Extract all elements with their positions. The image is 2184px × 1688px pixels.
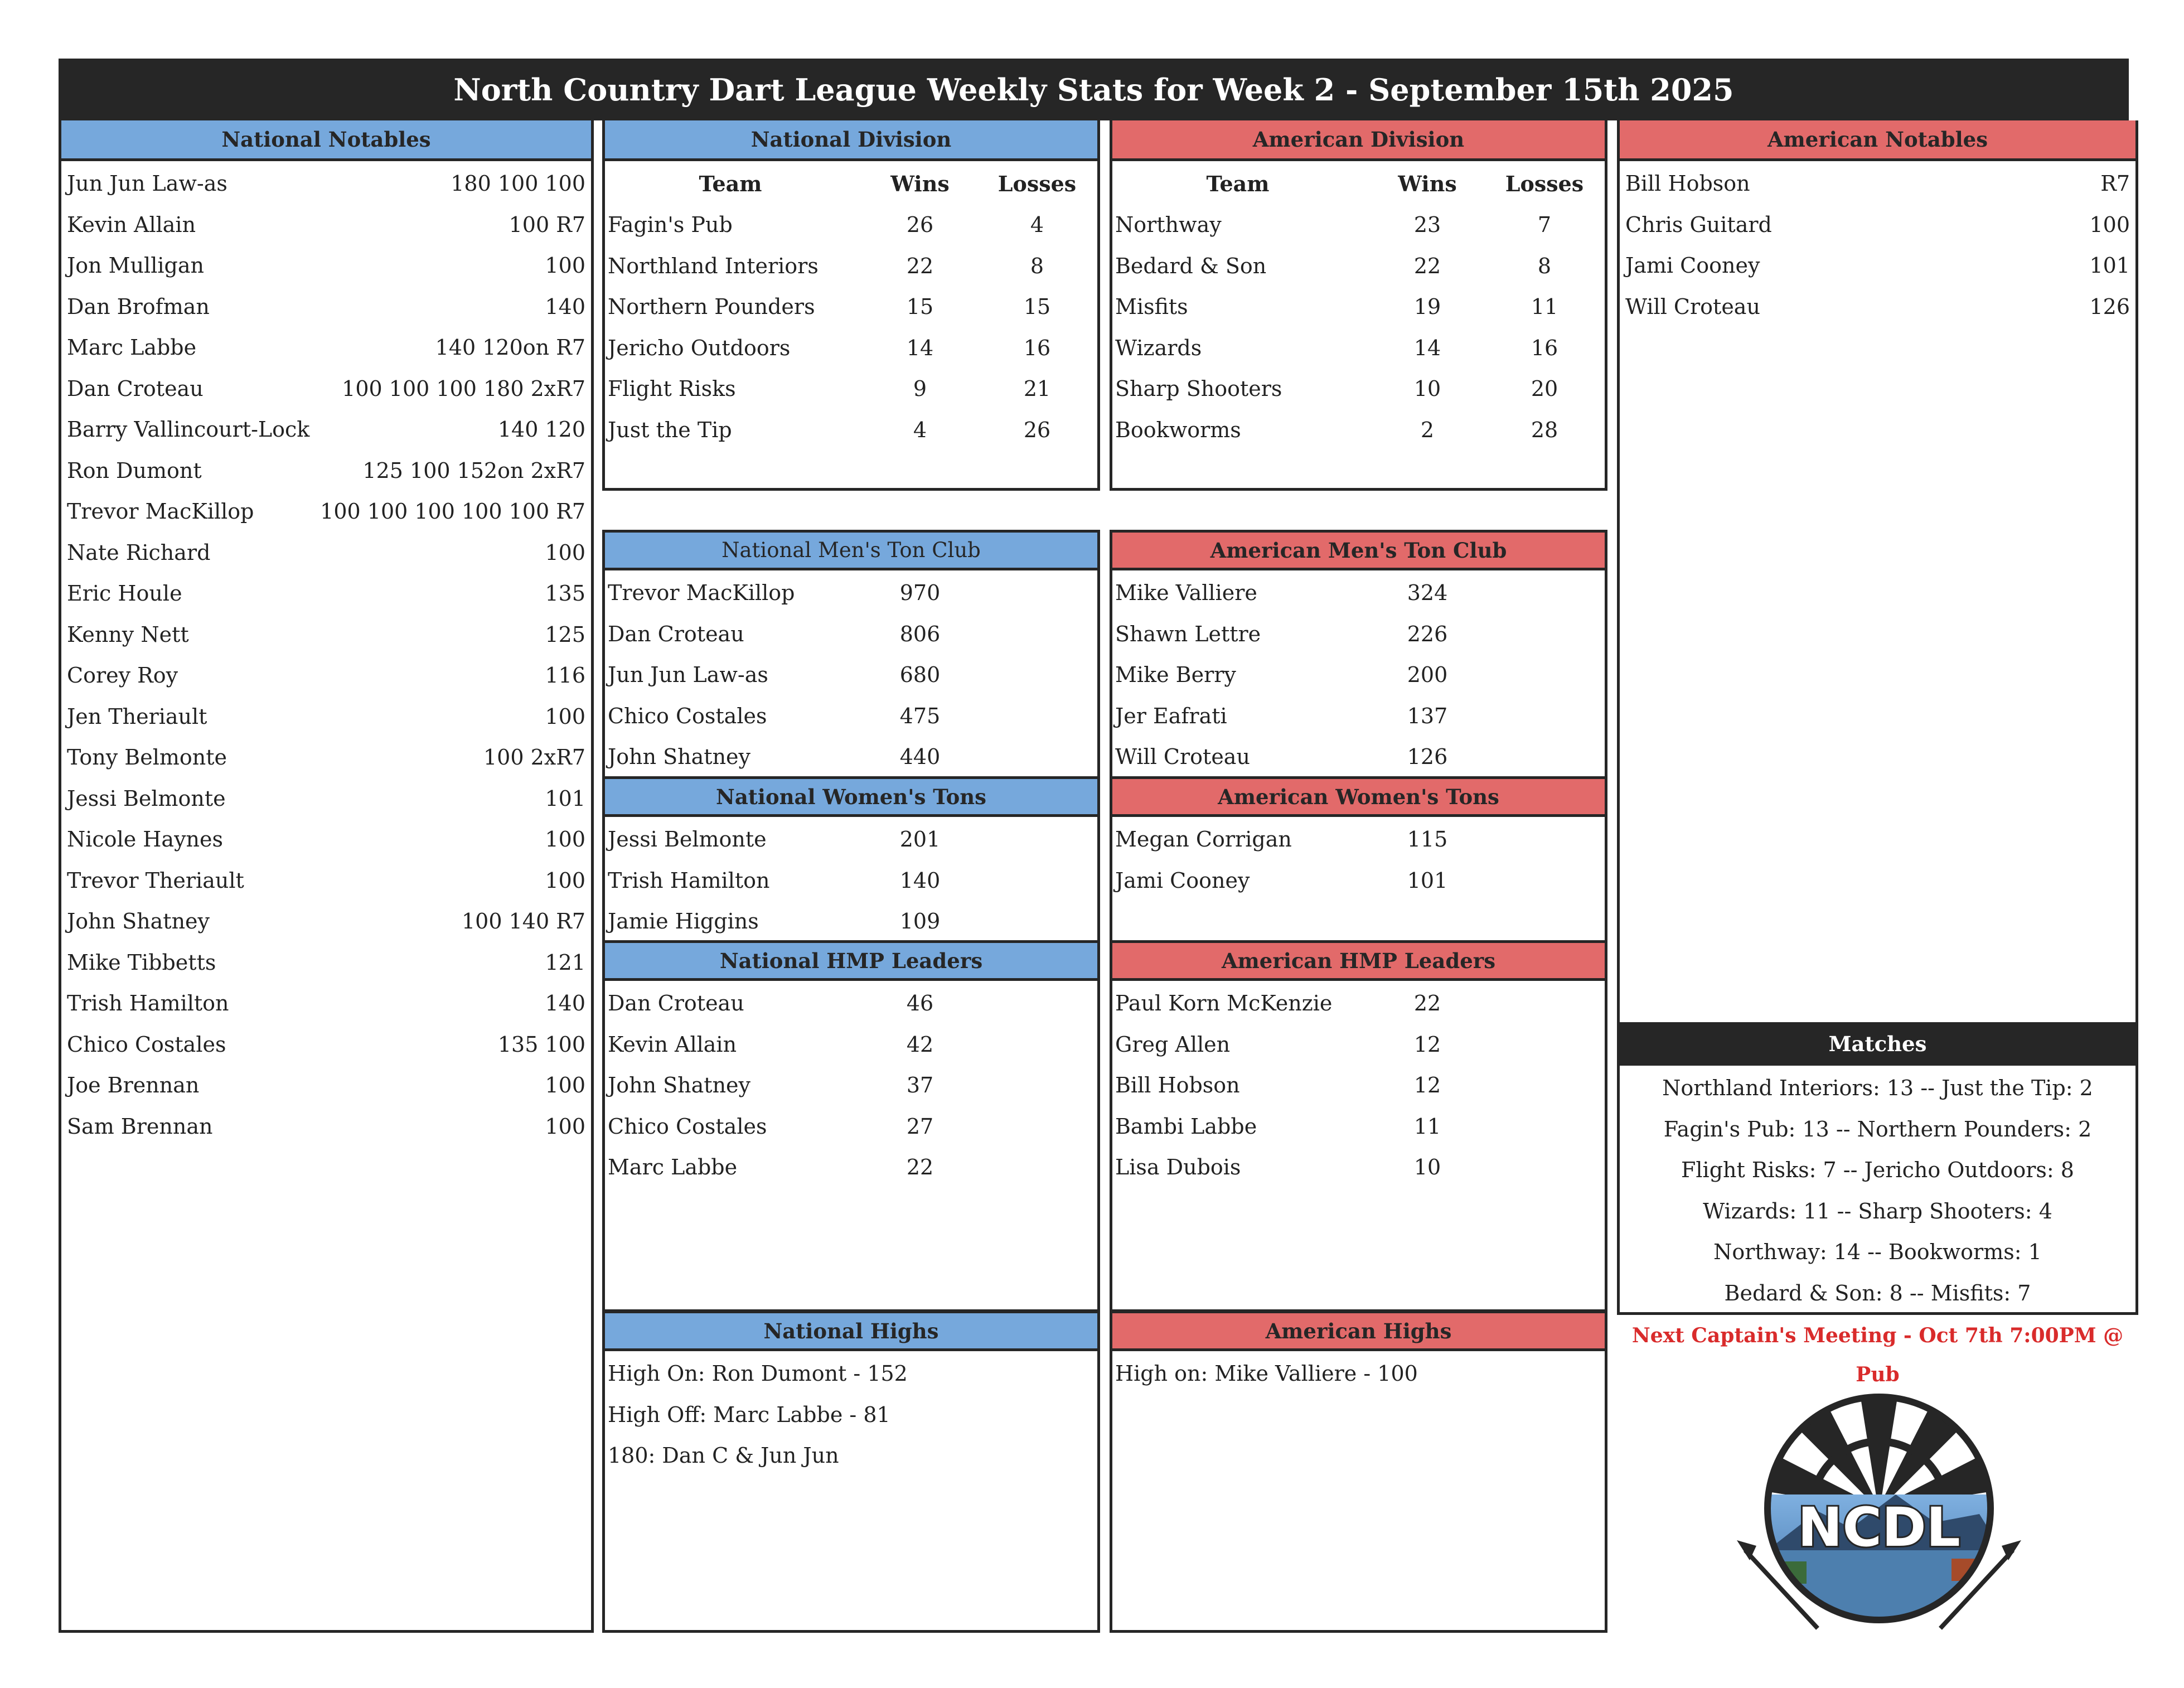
player-stat: 100: [545, 827, 585, 852]
player-name: Greg Allen: [1115, 1032, 1231, 1057]
player-name: Jami Cooney: [1115, 868, 1250, 893]
table-row: [1115, 245, 1602, 287]
list-item: [1115, 613, 1602, 655]
player-stat: 135 100: [497, 1032, 585, 1057]
list-item: [608, 736, 1095, 777]
list-item: [67, 1106, 585, 1147]
player-stat: 100: [545, 704, 585, 729]
team-name: Flight Risks: [608, 376, 736, 401]
list-item: [67, 614, 585, 655]
player-name: Joe Brennan: [67, 1073, 200, 1097]
list-item: [67, 983, 585, 1024]
player-name: Trish Hamilton: [608, 868, 770, 893]
list-item: [67, 819, 585, 860]
list-item: [67, 245, 585, 286]
player-value: 10: [1413, 1155, 1441, 1179]
team-name: Jericho Outdoors: [608, 335, 791, 360]
player-name: Tony Belmonte: [67, 745, 227, 770]
list-item: [67, 327, 585, 368]
player-value: 11: [1413, 1114, 1441, 1139]
list-item: [608, 860, 1095, 901]
column-header-wins: Wins: [1398, 171, 1457, 196]
player-name: Kevin Allain: [67, 212, 196, 237]
player-name: Jami Cooney: [1625, 253, 1760, 278]
player-name: John Shatney: [608, 1073, 750, 1097]
list-item: [608, 1065, 1095, 1106]
player-name: Kenny Nett: [67, 622, 189, 647]
player-name: Kevin Allain: [608, 1032, 737, 1057]
player-name: Chico Costales: [67, 1032, 226, 1057]
team-wins: 22: [1413, 253, 1441, 278]
team-name: Bookworms: [1115, 417, 1241, 442]
player-name: Jon Mulligan: [67, 253, 204, 278]
dartboard-logo-icon: [1734, 1383, 2024, 1639]
player-name: Nicole Haynes: [67, 827, 224, 852]
list-item: [67, 778, 585, 819]
player-stat: 101: [545, 786, 585, 811]
team-name: Sharp Shooters: [1115, 376, 1282, 401]
team-losses: 7: [1537, 212, 1552, 237]
player-name: Chico Costales: [608, 703, 767, 728]
column-header-team: Team: [1206, 171, 1270, 196]
list-item: [1115, 819, 1602, 860]
list-item: [67, 1065, 585, 1106]
list-item: [608, 819, 1095, 860]
american-highs-header: American Highs: [1110, 1310, 1607, 1351]
player-name: Will Croteau: [1625, 294, 1760, 319]
american-notables-header: American Notables: [1617, 120, 2138, 161]
player-value: 22: [906, 1155, 934, 1179]
player-stat: 140: [545, 991, 585, 1015]
list-item: [67, 532, 585, 573]
list-item: [67, 737, 585, 778]
team-losses: 20: [1531, 376, 1558, 401]
list-item: [1115, 983, 1602, 1024]
list-item: [608, 654, 1095, 695]
player-value: 115: [1407, 827, 1448, 852]
player-value: 140: [899, 868, 941, 893]
list-item: [608, 1106, 1095, 1147]
column-header-losses: Losses: [997, 171, 1077, 196]
national-mens-ton-header: National Men's Ton Club: [602, 530, 1100, 570]
player-name: Will Croteau: [1115, 744, 1250, 769]
list-item: [67, 450, 585, 491]
player-value: 12: [1413, 1073, 1441, 1097]
player-stat: R7: [2100, 171, 2130, 196]
list-item: Bedard & Son: 8 -- Misfits: 7: [1724, 1280, 2031, 1305]
list-item: Fagin's Pub: 13 -- Northern Pounders: 2: [1663, 1116, 2092, 1142]
table-row: [608, 245, 1095, 287]
list-item: [1115, 736, 1602, 777]
team-losses: 26: [1023, 417, 1051, 442]
list-item: [1115, 860, 1602, 901]
list-item: [608, 613, 1095, 655]
player-value: 27: [906, 1114, 934, 1139]
player-stat: 125: [545, 622, 585, 647]
list-item: [67, 901, 585, 942]
player-name: Shawn Lettre: [1115, 621, 1261, 646]
team-wins: 23: [1413, 212, 1441, 237]
player-name: John Shatney: [67, 909, 210, 934]
player-value: 200: [1407, 662, 1448, 687]
team-name: Wizards: [1115, 335, 1202, 360]
player-name: Marc Labbe: [67, 335, 197, 360]
team-name: Bedard & Son: [1115, 253, 1267, 278]
player-name: Ron Dumont: [67, 458, 202, 483]
list-item: [67, 696, 585, 737]
player-value: 324: [1407, 581, 1448, 605]
player-name: Mike Berry: [1115, 662, 1236, 687]
table-row: [608, 409, 1095, 451]
team-losses: 8: [1537, 253, 1552, 278]
list-item: [67, 1024, 585, 1065]
player-name: Dan Brofman: [67, 294, 210, 319]
team-wins: 10: [1413, 376, 1441, 401]
player-name: Jen Theriault: [67, 704, 207, 729]
list-item: High on: Mike Valliere - 100: [1115, 1361, 1418, 1386]
player-name: Lisa Dubois: [1115, 1155, 1241, 1179]
team-wins: 9: [913, 376, 927, 401]
team-losses: 16: [1023, 335, 1051, 360]
player-stat: 100 2xR7: [483, 745, 585, 770]
list-item: [67, 204, 585, 245]
player-value: 137: [1407, 703, 1448, 728]
player-name: Eric Houle: [67, 581, 182, 606]
team-wins: 14: [906, 335, 934, 360]
list-item: [1115, 572, 1602, 613]
list-item: [608, 695, 1095, 737]
table-row: [608, 286, 1095, 327]
player-name: Bill Hobson: [1625, 171, 1750, 196]
player-name: Chico Costales: [608, 1114, 767, 1139]
team-name: Northway: [1115, 212, 1222, 237]
table-row: [608, 368, 1095, 409]
player-name: Paul Korn McKenzie: [1115, 991, 1333, 1015]
player-name: Corey Roy: [67, 663, 178, 688]
player-value: 680: [899, 662, 941, 687]
list-item: [1115, 1106, 1602, 1147]
table-row: [1115, 368, 1602, 409]
team-name: Misfits: [1115, 294, 1188, 319]
american-division-col-headers: [1115, 163, 1602, 204]
table-row: [1115, 204, 1602, 245]
table-row: [1115, 327, 1602, 369]
player-stat: 100: [545, 868, 585, 893]
player-value: 101: [1407, 868, 1448, 893]
team-losses: 8: [1030, 253, 1044, 278]
list-item: High Off: Marc Labbe - 81: [608, 1402, 890, 1427]
player-value: 475: [899, 703, 941, 728]
team-name: Northland Interiors: [608, 253, 819, 278]
column-header-team: Team: [699, 171, 762, 196]
player-stat: 100 R7: [509, 212, 585, 237]
list-item: [67, 491, 585, 532]
player-value: 126: [1407, 744, 1448, 769]
national-notables-header: National Notables: [59, 120, 594, 161]
player-name: Sam Brennan: [67, 1114, 213, 1139]
meeting-note: Next Captain's Meeting - Oct 7th 7:00PM @ Pub: [1631, 1324, 2124, 1386]
player-name: John Shatney: [608, 744, 750, 769]
list-item: [67, 286, 585, 327]
player-value: 42: [906, 1032, 934, 1057]
team-wins: 26: [906, 212, 934, 237]
player-name: Bill Hobson: [1115, 1073, 1240, 1097]
list-item: [67, 409, 585, 450]
player-name: Dan Croteau: [67, 376, 204, 401]
player-name: Trish Hamilton: [67, 991, 229, 1015]
national-hmp-header: National HMP Leaders: [602, 940, 1100, 981]
player-name: Jer Eafrati: [1115, 703, 1227, 728]
national-division-col-headers: [608, 163, 1095, 204]
player-stat: 100: [545, 1073, 585, 1097]
player-stat: 140 120on R7: [435, 335, 585, 360]
player-name: Jessi Belmonte: [67, 786, 226, 811]
player-name: Megan Corrigan: [1115, 827, 1292, 852]
national-division-header: National Division: [602, 120, 1100, 161]
list-item: 180: Dan C & Jun Jun: [608, 1443, 839, 1468]
table-row: [1115, 409, 1602, 451]
team-losses: 16: [1531, 335, 1558, 360]
team-losses: 28: [1531, 417, 1558, 442]
team-losses: 4: [1030, 212, 1044, 237]
player-stat: 140 120: [497, 417, 585, 442]
player-stat: 121: [545, 950, 585, 975]
logo-text: NCDL: [1798, 1496, 1960, 1559]
player-value: 22: [1413, 991, 1441, 1015]
list-item: [608, 901, 1095, 942]
national-womens-tons-header: National Women's Tons: [602, 776, 1100, 817]
table-row: [1115, 286, 1602, 327]
table-row: [608, 204, 1095, 245]
page-title: North Country Dart League Weekly Stats for Week 2 - September 15th 2025: [59, 59, 2129, 120]
player-stat: 180 100 100: [451, 171, 585, 196]
player-name: Trevor MacKillop: [67, 499, 254, 524]
team-wins: 4: [913, 417, 927, 442]
list-item: [608, 983, 1095, 1024]
player-name: Barry Vallincourt-Lock: [67, 417, 310, 442]
team-losses: 11: [1531, 294, 1558, 319]
team-losses: 15: [1023, 294, 1051, 319]
list-item: [1625, 163, 2130, 204]
player-stat: 100: [545, 540, 585, 565]
player-name: Dan Croteau: [608, 621, 744, 646]
player-name: Jamie Higgins: [608, 909, 759, 934]
list-item: Wizards: 11 -- Sharp Shooters: 4: [1703, 1198, 2052, 1223]
player-name: Mike Tibbetts: [67, 950, 216, 975]
list-item: [608, 572, 1095, 613]
player-stat: 116: [545, 663, 585, 688]
team-wins: 22: [906, 253, 934, 278]
list-item: [67, 163, 585, 204]
list-item: [67, 860, 585, 901]
team-wins: 14: [1413, 335, 1441, 360]
player-stat: 100 100 100 180 2xR7: [342, 376, 585, 401]
list-item: [1625, 204, 2130, 245]
player-name: Nate Richard: [67, 540, 211, 565]
list-item: Flight Risks: 7 -- Jericho Outdoors: 8: [1681, 1158, 2074, 1182]
list-item: [1115, 654, 1602, 695]
list-item: [67, 573, 585, 614]
team-wins: 19: [1413, 294, 1441, 319]
player-stat: 140: [545, 294, 585, 319]
player-value: 109: [899, 909, 941, 934]
player-value: 37: [906, 1073, 934, 1097]
player-value: 806: [899, 621, 941, 646]
player-stat: 100: [545, 253, 585, 278]
player-stat: 125 100 152on 2xR7: [362, 458, 585, 483]
player-name: Jun Jun Law-as: [67, 171, 227, 196]
team-wins: 2: [1420, 417, 1435, 442]
list-item: [1625, 245, 2130, 286]
american-division-header: American Division: [1110, 120, 1607, 161]
player-name: Dan Croteau: [608, 991, 744, 1015]
american-hmp-header: American HMP Leaders: [1110, 940, 1607, 981]
list-item: [608, 1024, 1095, 1065]
player-stat: 100 140 R7: [461, 909, 585, 934]
team-losses: 21: [1023, 376, 1051, 401]
player-value: 46: [906, 991, 934, 1015]
team-name: Fagin's Pub: [608, 212, 733, 237]
list-item: Northland Interiors: 13 -- Just the Tip: 2: [1662, 1076, 2093, 1100]
player-name: Mike Valliere: [1115, 581, 1257, 605]
player-value: 201: [899, 827, 941, 852]
player-name: Bambi Labbe: [1115, 1114, 1257, 1139]
player-name: Jessi Belmonte: [608, 827, 767, 852]
player-value: 970: [899, 581, 941, 605]
list-item: [67, 942, 585, 983]
player-value: 12: [1413, 1032, 1441, 1057]
team-name: Just the Tip: [608, 417, 732, 442]
player-value: 226: [1407, 621, 1448, 646]
list-item: [1115, 695, 1602, 737]
list-item: [67, 655, 585, 696]
player-value: 440: [899, 744, 941, 769]
column-header-wins: Wins: [890, 171, 950, 196]
list-item: Northway: 14 -- Bookworms: 1: [1713, 1240, 2042, 1264]
list-item: [1115, 1147, 1602, 1188]
player-stat: 100: [2089, 212, 2130, 237]
player-stat: 100 100 100 100 100 R7: [320, 499, 585, 524]
player-name: Marc Labbe: [608, 1155, 738, 1179]
national-highs-header: National Highs: [602, 1310, 1100, 1351]
list-item: High On: Ron Dumont - 152: [608, 1361, 908, 1386]
list-item: [1625, 286, 2130, 327]
column-header-losses: Losses: [1505, 171, 1584, 196]
player-stat: 135: [545, 581, 585, 606]
player-name: Chris Guitard: [1625, 212, 1772, 237]
player-stat: 100: [545, 1114, 585, 1139]
american-womens-tons-header: American Women's Tons: [1110, 776, 1607, 817]
team-name: Northern Pounders: [608, 294, 815, 319]
player-stat: 101: [2089, 253, 2130, 278]
table-row: [608, 327, 1095, 369]
list-item: [608, 1147, 1095, 1188]
list-item: [1115, 1065, 1602, 1106]
player-name: Jun Jun Law-as: [608, 662, 768, 687]
team-wins: 15: [906, 294, 934, 319]
list-item: [1115, 1024, 1602, 1065]
american-mens-ton-header: American Men's Ton Club: [1110, 530, 1607, 570]
matches-header: Matches: [1617, 1025, 2138, 1066]
player-name: Trevor MacKillop: [608, 581, 795, 605]
list-item: [67, 368, 585, 409]
player-stat: 126: [2089, 294, 2130, 319]
player-name: Trevor Theriault: [67, 868, 244, 893]
